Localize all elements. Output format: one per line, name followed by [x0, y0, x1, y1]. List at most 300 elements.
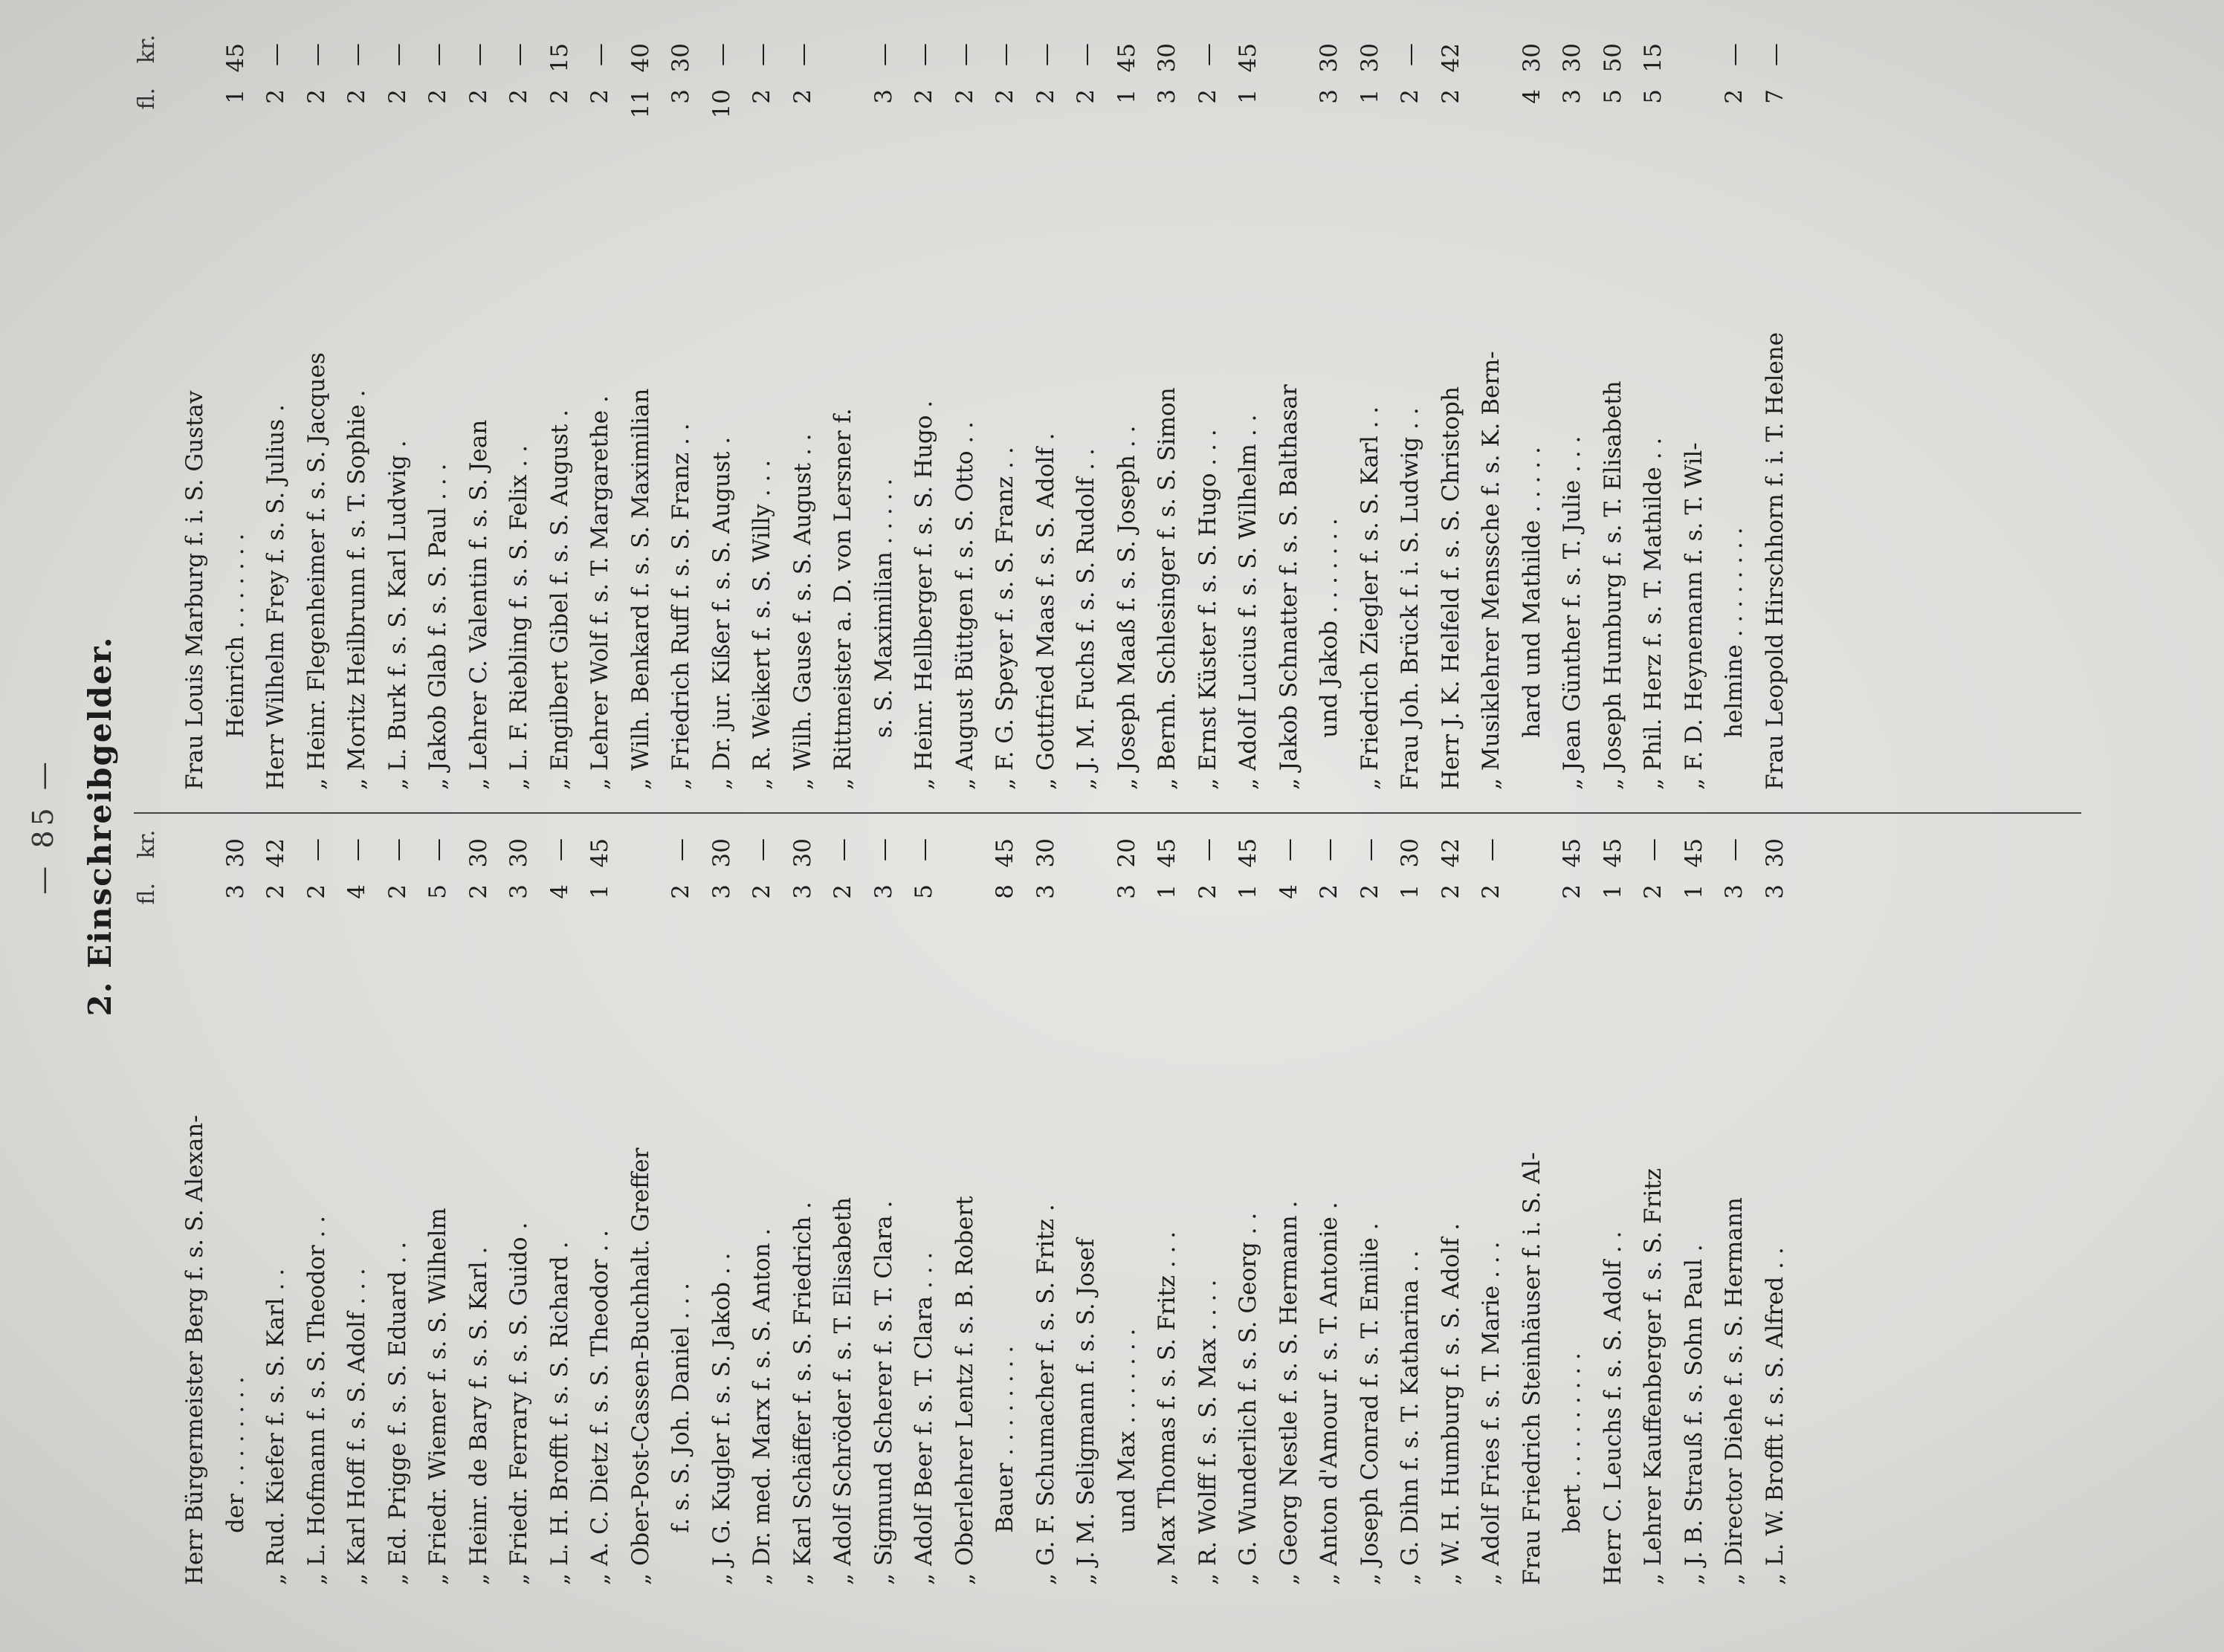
ledger-entry — [742, 43, 783, 790]
right-column-header — [134, 34, 160, 134]
entry-line — [702, 43, 743, 790]
florin-amount: 3 — [708, 884, 735, 899]
ledger-entry — [823, 838, 864, 1585]
florin-amount: 1 — [1154, 884, 1180, 899]
ledger-entry — [1552, 43, 1593, 790]
kreuzer-amount: — — [465, 43, 492, 66]
entry-text: Frau Joh. Brück f. i. S. Ludwig . . — [1397, 407, 1423, 790]
florin-amount: 2 — [303, 89, 330, 104]
kreuzer-amount: — — [789, 43, 816, 66]
ledger-entry — [175, 838, 256, 1585]
ledger-entry — [1147, 838, 1188, 1585]
ledger-entry — [1431, 838, 1472, 1585]
entry-line — [823, 43, 864, 790]
kreuzer-amount: 15 — [1640, 43, 1667, 73]
entry-text: „ Joseph Maaß f. s. S. Joseph . . — [1113, 425, 1140, 790]
entry-text: „ Gottfried Maas f. s. S. Adolf . — [1032, 433, 1059, 790]
kreuzer-amount: — — [1194, 838, 1221, 861]
kreuzer-amount: 42 — [1437, 43, 1464, 73]
entry-text: „ Wilh. Gause f. s. S. August . . — [789, 433, 816, 790]
entry-text: f. s. S. Joh. Daniel . . . — [667, 1283, 694, 1533]
ledger-entry — [621, 838, 702, 1585]
entry-text: „ Rittmeister a. D. von Lersner f. — [830, 408, 856, 790]
ledger-entry — [1147, 43, 1188, 790]
ledger-entry — [337, 43, 378, 790]
kreuzer-amount: — — [343, 838, 370, 861]
entry-line — [1309, 43, 1350, 790]
ledger-entry — [1026, 838, 1067, 1585]
florin-amount: 3 — [789, 884, 816, 899]
entry-line — [499, 838, 540, 1585]
ledger-entry — [1593, 43, 1634, 790]
florin-amount: 2 — [1032, 89, 1059, 104]
entry-text: „ Lehrer Kauffenberger f. s. S. Fritz — [1640, 1167, 1667, 1585]
entry-text: „ Dr. med. Marx f. s. S. Anton . — [749, 1228, 775, 1585]
ledger-entry — [985, 43, 1026, 790]
entry-text: „ Rud. Kiefer f. s. S. Karl . . — [262, 1268, 289, 1585]
entry-text: „ Oberlehrer Lentz f. s. B. Robert — [951, 1196, 978, 1585]
entry-line — [1593, 838, 1634, 1585]
florin-amount: 2 — [1640, 884, 1667, 899]
florin-amount: 2 — [384, 89, 411, 104]
florin-header: fl. — [134, 883, 160, 905]
entry-text: „ Bernh. Schlesinger f. s. S. Simon — [1154, 387, 1180, 790]
entry-line — [540, 43, 581, 790]
florin-amount: 2 — [1721, 89, 1748, 104]
kreuzer-amount: — — [1356, 838, 1383, 861]
florin-amount: 3 — [1113, 884, 1140, 899]
florin-amount: 4 — [1275, 884, 1302, 899]
entry-line — [580, 838, 621, 1585]
entry-line — [1228, 838, 1269, 1585]
entry-text: „ Jakob Schnatter f. s. S. Balthasar — [1275, 384, 1302, 790]
florin-amount: 2 — [505, 89, 532, 104]
entry-text: „ Jean Günther f. s. T. Julie . . . — [1559, 435, 1585, 790]
entry-line — [985, 43, 1026, 790]
ledger-entry — [1390, 838, 1431, 1585]
entry-line — [742, 838, 783, 1585]
ledger-entry — [256, 838, 297, 1585]
kreuzer-amount: — — [749, 43, 775, 66]
kreuzer-amount: 40 — [627, 43, 654, 73]
entry-line — [540, 838, 581, 1585]
entry-text: „ G. Dihn f. s. T. Katharina . . — [1397, 1250, 1423, 1585]
entry-text: „ L. F. Riebling f. s. S. Felix . . — [505, 445, 532, 790]
florin-amount: 2 — [262, 89, 289, 104]
florin-amount: 2 — [1437, 884, 1464, 899]
kreuzer-amount: 30 — [505, 838, 532, 868]
entry-text: „ Heinr. Hellberger f. s. S. Hugo . — [911, 400, 937, 790]
entry-text: Frau Louis Marburg f. i. S. Gustav — [181, 390, 208, 790]
ledger-entry — [378, 838, 418, 1585]
entry-text: „ Ober-Post-Cassen-Buchhalt. Greffer — [627, 1147, 654, 1585]
entry-line — [1026, 838, 1067, 1585]
entry-text: „ Adolf Fries f. s. T. Marie . . . — [1478, 1241, 1504, 1585]
ledger-entry — [499, 838, 540, 1585]
kreuzer-amount: — — [667, 838, 694, 861]
entry-line — [1107, 838, 1148, 1585]
florin-amount: 3 — [870, 89, 897, 104]
entry-text: „ Phil. Herz f. s. T. Mathilde . . — [1640, 437, 1667, 790]
entry-text: „ Friedrich Ziegler f. s. S. Karl . . — [1356, 406, 1383, 790]
entry-text: „ L. H. Brofft f. s. S. Richard . — [546, 1241, 573, 1585]
entry-text: Herr J. K. Helfeld f. s. S. Christoph — [1437, 386, 1464, 790]
entry-line — [823, 838, 864, 1585]
entry-text: „ J. B. Strauß f. s. Sohn Paul . — [1680, 1244, 1707, 1585]
left-column-header — [134, 829, 160, 929]
entry-line — [378, 43, 418, 790]
florin-amount: 2 — [911, 89, 937, 104]
entry-text: „ F. D. Heynemann f. s. T. Wil- — [1680, 442, 1707, 790]
florin-amount: 5 — [1640, 89, 1667, 104]
entry-line — [945, 838, 986, 1585]
ledger-entry — [1431, 43, 1472, 790]
entry-text: „ G. Wunderlich f. s. S. Georg . . — [1235, 1212, 1261, 1585]
entry-line — [418, 43, 459, 790]
florin-amount: 1 — [586, 884, 613, 899]
florin-amount: 3 — [667, 89, 694, 104]
entry-line — [621, 43, 662, 790]
kreuzer-amount: — — [303, 838, 330, 861]
entry-line — [1633, 43, 1674, 790]
kreuzer-amount: 30 — [222, 838, 249, 868]
entry-text: „ Anton d'Amour f. s. T. Antonie . — [1316, 1202, 1342, 1585]
kreuzer-amount: — — [505, 43, 532, 66]
entry-text: „ W. H. Humburg f. s. S. Adolf . — [1437, 1222, 1464, 1585]
kreuzer-amount: 30 — [1559, 43, 1585, 73]
florin-amount: 2 — [465, 89, 492, 104]
florin-amount: 2 — [1194, 89, 1221, 104]
entry-text: „ Jakob Glab f. s. S. Paul . . . — [424, 463, 451, 790]
ledger-entry — [1633, 838, 1674, 1585]
florin-amount: 2 — [384, 884, 411, 899]
ledger-entry — [1228, 43, 1269, 790]
entry-text: Frau Leopold Hirschhorn f. i. T. Helene — [1761, 331, 1788, 790]
entry-text: „ Wilh. Benkard f. s. S. Maximilian — [627, 388, 654, 790]
florin-amount: 2 — [1437, 89, 1464, 104]
florin-amount: 2 — [546, 89, 573, 104]
entry-line — [661, 43, 702, 790]
entry-text: „ J. G. Kugler f. s. S. Jakob . . — [708, 1252, 735, 1585]
ledger-entry — [1593, 838, 1634, 1585]
entry-text: Herr Wilhelm Frey f. s. S. Julius . — [262, 404, 289, 790]
entry-text: „ Moritz Heilbrunn f. s. T. Sophie . — [343, 389, 370, 790]
ledger-entry — [702, 43, 743, 790]
entry-text: „ Adolf Schröder f. s. T. Elisabeth — [830, 1197, 856, 1585]
entry-line — [1674, 838, 1715, 1585]
florin-amount: 1 — [1680, 884, 1707, 899]
entry-line — [1471, 43, 1512, 790]
kreuzer-amount: 45 — [1154, 838, 1180, 868]
ledger-entry — [540, 43, 581, 790]
entry-text: und Jakob . . . . . . . — [1316, 518, 1342, 738]
ledger-entry — [580, 43, 621, 790]
entry-line — [904, 43, 945, 790]
florin-amount: 1 — [1235, 884, 1261, 899]
entry-line — [1228, 43, 1269, 790]
ledger-entry — [1188, 838, 1229, 1585]
kreuzer-amount: 30 — [1518, 43, 1545, 73]
entry-line — [945, 43, 986, 790]
entry-text: „ Adolf Beer f. s. T. Clara . . . — [911, 1251, 937, 1585]
ledger-entry — [1026, 43, 1067, 790]
entry-line — [1309, 838, 1350, 1585]
entry-line — [337, 43, 378, 790]
entry-text: „ R. Weikert f. s. S. Willy . . . — [749, 459, 775, 790]
entry-line — [337, 838, 378, 1585]
kreuzer-amount: — — [1316, 838, 1342, 861]
entry-text: „ Georg Nestle f. s. S. Hermann . — [1275, 1200, 1302, 1585]
kreuzer-amount: 45 — [1113, 43, 1140, 73]
entry-text: „ Friedrich Ruff f. s. S. Franz . . — [667, 423, 694, 790]
ledger-entry — [904, 838, 945, 1585]
entry-line — [1755, 838, 1796, 1585]
entry-line — [1026, 43, 1067, 790]
florin-amount: 5 — [911, 884, 937, 899]
ledger-entry — [256, 43, 297, 790]
entry-text: „ L. Hofmann f. s. S. Theodor . . — [303, 1216, 330, 1585]
kreuzer-amount: — — [384, 43, 411, 66]
entry-line — [1390, 838, 1431, 1585]
ledger-entry — [499, 43, 540, 790]
ledger-entry — [297, 838, 337, 1585]
entry-line — [864, 838, 905, 1585]
kreuzer-amount: 45 — [1235, 838, 1261, 868]
kreuzer-amount: — — [1397, 43, 1423, 66]
entry-text: hard und Mathilde . . . . . — [1518, 447, 1545, 738]
entry-line — [499, 43, 540, 790]
entry-text: „ Max Thomas f. s. S. Fritz . . . — [1154, 1231, 1180, 1585]
ledger-entry — [864, 838, 905, 1585]
kreuzer-amount: — — [586, 43, 613, 66]
entry-line — [1147, 838, 1188, 1585]
florin-amount: 2 — [1356, 884, 1383, 899]
florin-amount: 2 — [1194, 884, 1221, 899]
entry-line — [378, 838, 418, 1585]
entry-line — [1714, 43, 1755, 790]
kreuzer-amount: 15 — [546, 43, 573, 73]
kreuzer-amount: 45 — [586, 838, 613, 868]
ledger-entry — [904, 43, 945, 790]
entry-line — [1066, 43, 1107, 790]
entry-line — [1188, 838, 1229, 1585]
ledger-entry — [1674, 838, 1715, 1585]
entry-line — [1714, 838, 1755, 1585]
kreuzer-header: kr. — [134, 829, 160, 859]
florin-amount: 2 — [343, 89, 370, 104]
ledger-entry — [1512, 838, 1593, 1585]
section-title: 2. Einschreibgelder. — [82, 635, 118, 1017]
ledger-entry — [621, 43, 662, 790]
entry-text: „ Lehrer Wolf f. s. T. Margarethe . — [586, 395, 613, 790]
kreuzer-amount: — — [384, 838, 411, 861]
entry-text: „ Adolf Lucius f. s. S. Wilhelm . . — [1235, 414, 1261, 790]
kreuzer-amount: — — [424, 43, 451, 66]
florin-amount: 3 — [505, 884, 532, 899]
florin-amount: 4 — [546, 884, 573, 899]
florin-amount: 4 — [343, 884, 370, 899]
ledger-entry — [1269, 43, 1350, 790]
kreuzer-amount: 30 — [708, 838, 735, 868]
entry-text: und Max . . . . . . . — [1113, 1328, 1140, 1533]
florin-amount: 8 — [992, 884, 1018, 899]
florin-amount: 2 — [749, 884, 775, 899]
kreuzer-amount: — — [1194, 43, 1221, 66]
florin-amount: 3 — [1032, 884, 1059, 899]
entry-line — [1552, 838, 1593, 1585]
florin-amount: 2 — [424, 89, 451, 104]
florin-amount: 7 — [1761, 89, 1788, 104]
entry-text: Heinrich . . . . . . . — [222, 533, 249, 738]
florin-amount: 2 — [667, 884, 694, 899]
florin-amount: 3 — [870, 884, 897, 899]
entry-text: „ A. C. Dietz f. s. S. Theodor . . — [586, 1229, 613, 1585]
florin-amount: 2 — [1559, 884, 1585, 899]
entry-text: „ Joseph Conrad f. s. T. Emilie . — [1356, 1222, 1383, 1585]
entry-line — [418, 838, 459, 1585]
entry-text: „ J. M. Fuchs f. s. S. Rudolf . . — [1073, 448, 1099, 790]
entry-line — [459, 43, 500, 790]
entry-text: „ Sigmund Scherer f. s. T. Clara . — [870, 1200, 897, 1585]
entry-text: „ Dr. jur. Kißer f. s. S. August . — [708, 436, 735, 790]
entry-line — [1512, 43, 1553, 790]
ledger-entry — [1674, 43, 1755, 790]
entry-text: Herr Bürgermeister Berg f. s. S. Alexan- — [181, 1115, 208, 1585]
entry-line — [175, 43, 216, 790]
entry-line — [580, 43, 621, 790]
entry-line — [1390, 43, 1431, 790]
kreuzer-amount: 30 — [1032, 838, 1059, 868]
florin-amount: 2 — [830, 884, 856, 899]
kreuzer-amount: — — [1721, 43, 1748, 66]
florin-amount: 5 — [424, 884, 451, 899]
florin-amount: 11 — [627, 89, 654, 119]
kreuzer-amount: — — [343, 43, 370, 66]
entry-line — [985, 838, 1026, 1585]
entry-line — [1512, 838, 1553, 1585]
kreuzer-amount: 30 — [1154, 43, 1180, 73]
ledger-entry — [1309, 838, 1350, 1585]
entry-text: s. S. Maximilian . . . . . — [870, 478, 897, 738]
florin-amount: 2 — [789, 89, 816, 104]
entry-line — [459, 838, 500, 1585]
entry-text: „ Engilbert Gibel f. s. S. August . — [546, 409, 573, 790]
entry-line — [1107, 43, 1148, 790]
entry-line — [256, 43, 297, 790]
florin-amount: 2 — [262, 884, 289, 899]
entry-line — [216, 838, 256, 1585]
florin-header: fl. — [134, 88, 160, 110]
entry-line — [661, 838, 702, 1585]
entry-line — [621, 838, 662, 1585]
kreuzer-amount: — — [262, 43, 289, 66]
entry-text: „ Ernst Küster f. s. S. Hugo . . . — [1194, 429, 1221, 790]
entry-text: Bauer . . . . . . . . — [992, 1345, 1018, 1533]
florin-amount: 2 — [749, 89, 775, 104]
ledger-entry — [742, 838, 783, 1585]
kreuzer-amount: — — [911, 43, 937, 66]
entry-text: helmine . . . . . . . . — [1721, 527, 1748, 738]
entry-text: „ J. M. Seligmann f. s. S. Josef — [1073, 1238, 1099, 1585]
entry-text: „ Heinr. Flegenheimer f. s. S. Jacques — [303, 352, 330, 790]
florin-amount: 1 — [1113, 89, 1140, 104]
ledger-entry — [1471, 838, 1512, 1585]
florin-amount: 4 — [1518, 89, 1545, 104]
entry-text: „ L. W. Brofft f. s. S. Alfred . . — [1761, 1247, 1788, 1585]
entry-line — [1350, 838, 1391, 1585]
entry-line — [864, 43, 905, 790]
entry-text: „ Lehrer C. Valentin f. s. S. Jean — [465, 419, 492, 790]
florin-amount: 2 — [992, 89, 1018, 104]
kreuzer-amount: 42 — [1437, 838, 1464, 868]
entry-line — [1674, 43, 1715, 790]
florin-amount: 3 — [1721, 884, 1748, 899]
entry-line — [1350, 43, 1391, 790]
kreuzer-amount: — — [870, 838, 897, 861]
entry-line — [1471, 838, 1512, 1585]
florin-amount: 2 — [1073, 89, 1099, 104]
ledger-entry — [661, 43, 702, 790]
ledger-entry — [945, 838, 1026, 1585]
florin-amount: 2 — [1397, 89, 1423, 104]
entry-text: „ R. Wolff f. s. S. Max . . . . — [1194, 1279, 1221, 1585]
entry-text: „ Friedr. Ferrary f. s. S. Guido . — [505, 1222, 532, 1585]
entry-line — [1188, 43, 1229, 790]
kreuzer-amount: 45 — [1680, 838, 1707, 868]
florin-amount: 2 — [303, 884, 330, 899]
entry-text: Frau Friedrich Steinhäuser f. i. S. Al- — [1518, 1152, 1545, 1585]
kreuzer-amount: 30 — [1397, 838, 1423, 868]
entry-text: „ Musiklehrer Menssche f. s. K. Bern- — [1478, 351, 1504, 790]
page-number: — 85 — — [27, 757, 59, 895]
kreuzer-amount: 50 — [1599, 43, 1626, 73]
entry-text: „ G. F. Schumacher f. s. S. Fritz . — [1032, 1204, 1059, 1585]
ledger-entry — [1755, 43, 1796, 790]
kreuzer-amount: 30 — [667, 43, 694, 73]
kreuzer-amount: — — [749, 838, 775, 861]
kreuzer-amount: 45 — [222, 43, 249, 73]
kreuzer-amount: 30 — [465, 838, 492, 868]
ledger-entry — [783, 838, 824, 1585]
entry-line — [1593, 43, 1634, 790]
florin-amount: 2 — [951, 89, 978, 104]
florin-amount: 2 — [465, 884, 492, 899]
ledger-entry — [783, 43, 824, 790]
ledger-entry — [418, 43, 459, 790]
entry-text: „ Ed. Prigge f. s. S. Eduard . . — [384, 1241, 411, 1585]
entry-text: bert . . . . . . . . . — [1559, 1353, 1585, 1533]
entry-text: „ F. G. Speyer f. s. S. Franz . . — [992, 447, 1018, 790]
florin-amount: 2 — [586, 89, 613, 104]
ledger-entry — [459, 838, 500, 1585]
ledger-entry — [418, 838, 459, 1585]
kreuzer-amount: 45 — [1559, 838, 1585, 868]
ledger-entry — [1633, 43, 1674, 790]
entry-line — [216, 43, 256, 790]
florin-amount: 2 — [1316, 884, 1342, 899]
ledger-entry — [540, 838, 581, 1585]
entry-line — [1552, 43, 1593, 790]
column-divider — [134, 812, 2081, 814]
entry-text: „ Joseph Humburg f. s. T. Elisabeth — [1599, 380, 1626, 790]
entry-text: „ Heinr. de Bary f. s. S. Karl . — [465, 1246, 492, 1585]
entry-line — [742, 43, 783, 790]
entry-line — [1147, 43, 1188, 790]
right-column — [175, 43, 1795, 790]
ledger-entry — [1066, 838, 1147, 1585]
ledger-entry — [1066, 43, 1107, 790]
kreuzer-header: kr. — [134, 34, 160, 64]
